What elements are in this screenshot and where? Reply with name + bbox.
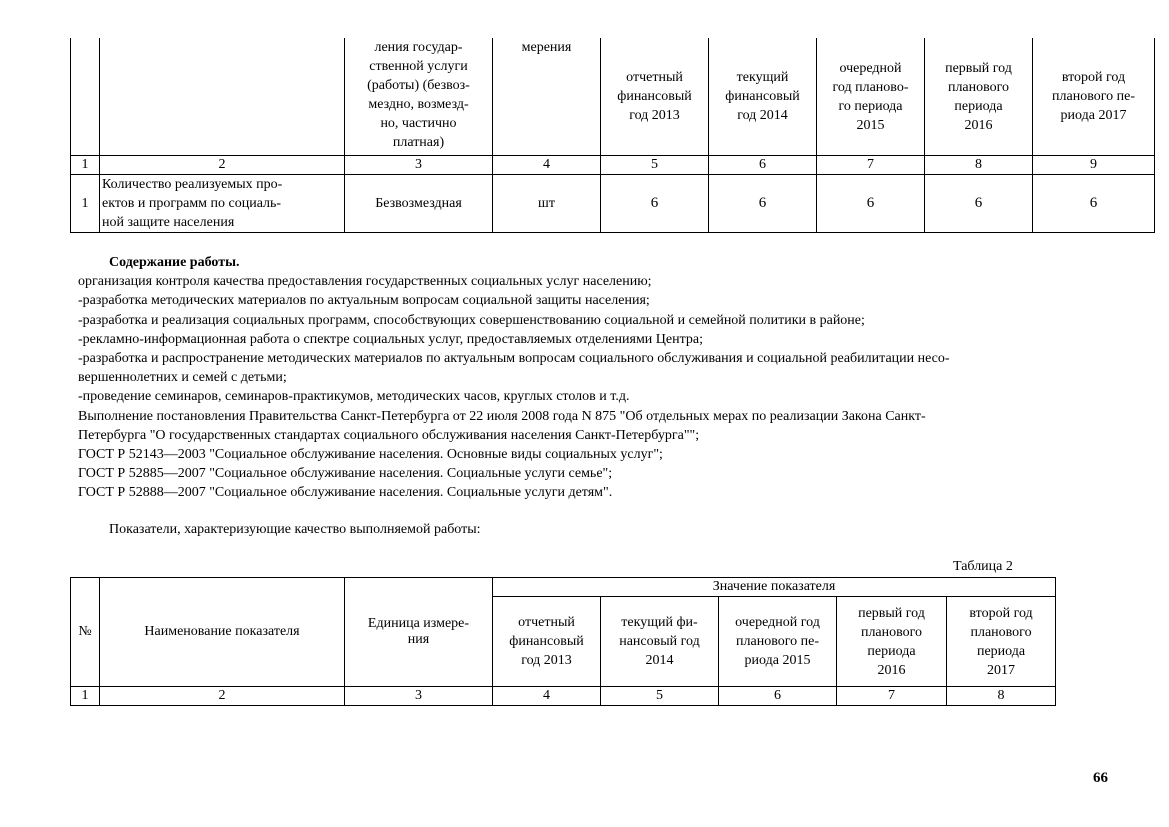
table1-value-2017: 6	[1033, 175, 1155, 233]
table-label: Таблица 2	[953, 559, 1013, 574]
table1-unit: шт	[493, 175, 601, 233]
table1-header-year-2016: первый год планового периода 2016	[925, 38, 1033, 156]
table2-column-number: 5	[601, 687, 719, 706]
table1-header-cell	[71, 38, 100, 156]
content-line: вершеннолетних и семей с детьми;	[78, 370, 287, 386]
table1-column-number: 2	[100, 156, 345, 175]
table1-header-cell	[100, 38, 345, 156]
table2-header-unit: Единица измере- ния	[345, 578, 493, 687]
table1-header-year-2015: очередной год планово- го периода 2015	[817, 38, 925, 156]
content-line: -проведение семинаров, семинаров-практикумов, методических часов, круглых столов и т.д.	[78, 389, 630, 405]
table1-header-unit: мерения	[493, 38, 601, 156]
table1-payment-type: Безвозмездная	[345, 175, 493, 233]
table1-header-payment-type: ления государ- ственной услуги (работы) (безвоз- мездно, возмезд- но, частично платная)	[345, 38, 493, 156]
table2-header-year-2014: текущий фи- нансовый год 2014	[601, 597, 719, 687]
table1-indicator-name: Количество реализуемых про- ектов и программ по социаль- ной защите населения	[100, 175, 345, 233]
table2-header-year-2013: отчетный финансовый год 2013	[493, 597, 601, 687]
table2-column-number: 1	[71, 687, 100, 706]
quality-indicators-table	[70, 577, 1056, 706]
table2-column-number: 6	[719, 687, 837, 706]
table1-column-number: 7	[817, 156, 925, 175]
table2-header-year-2017: второй год планового периода 2017	[947, 597, 1056, 687]
table1-value-2013: 6	[601, 175, 709, 233]
content-line: Петербурга "О государственных стандартах социального обслуживания населения Санкт-Петербурга"";	[78, 427, 700, 443]
table1-value-2015: 6	[817, 175, 925, 233]
table1-header-year-2014: текущий финансовый год 2014	[709, 38, 817, 156]
table2-column-number: 2	[100, 687, 345, 706]
table1-column-number: 8	[925, 156, 1033, 175]
work-content-section	[78, 253, 1138, 503]
content-line: ГОСТ Р 52885—2007 "Социальное обслуживание населения. Социальные услуги семье";	[78, 466, 613, 482]
table1-column-number: 6	[709, 156, 817, 175]
content-line: -разработка методических материалов по актуальным вопросам социальной защиты населения;	[78, 293, 650, 309]
content-line: ГОСТ Р 52143—2003 "Социальное обслуживание населения. Основные виды социальных услуг";	[78, 447, 663, 463]
table1-header-year-2013: отчетный финансовый год 2013	[601, 38, 709, 156]
table1-column-number: 1	[71, 156, 100, 175]
content-line: ГОСТ Р 52888—2007 "Социальное обслуживание населения. Социальные услуги детям".	[78, 485, 613, 501]
table1-column-number: 3	[345, 156, 493, 175]
table1-row-index: 1	[71, 175, 100, 233]
table1-value-2016: 6	[925, 175, 1033, 233]
table2-header-year-2016: первый год планового периода 2016	[837, 597, 947, 687]
table1-column-number: 5	[601, 156, 709, 175]
table1-column-number: 4	[493, 156, 601, 175]
table1-value-2014: 6	[709, 175, 817, 233]
service-volume-table	[70, 38, 1155, 233]
content-line: -рекламно-информационная работа о спектре социальных услуг, предоставляемых отделениями Центра;	[78, 331, 704, 347]
table1-header-year-2017: второй год планового пе- риода 2017	[1033, 38, 1155, 156]
content-line: -разработка и реализация социальных программ, способствующих совершенствованию социальной и семейной политики в районе;	[78, 312, 865, 328]
table2-header-indicator-name: Наименование показателя	[100, 578, 345, 687]
table2-header-value-group: Значение показателя	[493, 578, 1056, 597]
table2-column-number: 4	[493, 687, 601, 706]
page-number: 66	[1093, 770, 1108, 786]
table2-column-number: 7	[837, 687, 947, 706]
content-line: -разработка и распространение методических материалов по актуальным вопросам социального обслуживания и социальной реабилитации несо-	[78, 351, 950, 367]
content-line: организация контроля качества предоставления государственных социальных услуг населению;	[78, 274, 652, 290]
indicators-title: Показатели, характеризующие качество выполняемой работы:	[109, 522, 481, 537]
table2-column-number: 8	[947, 687, 1056, 706]
table2-column-number: 3	[345, 687, 493, 706]
table2-header-number: №	[71, 578, 100, 687]
content-line: Выполнение постановления Правительства Санкт-Петербурга от 22 июля 2008 года N 875 "Об отдельных мерах по реализации Закона Санкт-	[78, 408, 926, 424]
content-title: Содержание работы.	[109, 255, 240, 270]
table1-column-number: 9	[1033, 156, 1155, 175]
table2-header-year-2015: очередной год планового пе- риода 2015	[719, 597, 837, 687]
